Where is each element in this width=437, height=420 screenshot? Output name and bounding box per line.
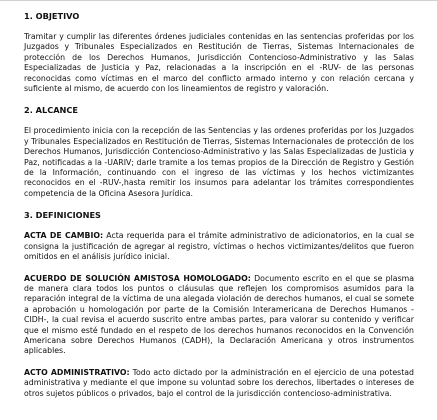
alcance-paragraph: El procedimiento inicia con la recepción de las Sentencias y las ordenes proferidas por los Juzgados y Tribunales Especializados en Restitución de Tierras, Sistemas Internacionales de protección de los Derechos Humanos, Jurisdicción Contencioso-Administrativo y las Salas Especializadas de Justicia y Paz, notificadas a la -UARIV; darle tramite a los temas propios de la Dirección de Registro y Gestión de la Información, continuando con el ingreso de las víctimas y los hechos victimizantes reconocidos en el -RUV-,hasta remitir los insumos para adelantar los trámites correspondientes competencia de la Oficina Asesora Jurídica. <box>24 126 414 198</box>
section-title-objetivo: 1. OBJETIVO <box>24 11 80 21</box>
definition-term: ACTA DE CAMBIO: <box>24 231 104 241</box>
definition-acto-administrativo <box>24 368 414 399</box>
page-top-border <box>0 0 437 1</box>
definition-term: ACUERDO DE SOLUCIÓN AMISTOSA HOMOLOGADO: <box>24 273 251 283</box>
section-title-alcance: 2. ALCANCE <box>24 105 79 116</box>
definition-text: Documento escrito en el que se plasma de manera clara todos los puntos o cláusulas que reflejen los compromisos asumidos para la reparación integral de la víctima de una alegada violación de derechos humanos, el cual se somete a aprobación u homologación por parte de la Comisión Interamericana de Derechos Humanos -CIDH-, la cual revisa el acuerdo suscrito entre ambas partes, para valorar su contenido y verificar que el mismo esté fundado en el respeto de los derechos humanos reconocidos en la Convención Americana sobre Derechos Humanos (CADH), la Declaración Americana y otros instrumentos aplicables. <box>24 273 415 356</box>
definition-text: Acta requerida para el trámite administrativo de adicionatorios, en la cual se consigna la justificación de agregar al registro, víctimas o hechos victimizantes/delitos que fueron omitidos en el análisis jurídico inicial. <box>24 231 415 262</box>
section-title-definiciones: 3. DEFINICIONES <box>24 210 101 221</box>
definition-term: ACTO ADMINISTRATIVO: <box>24 367 130 377</box>
definition-acta-de-cambio <box>24 231 414 262</box>
objetivo-paragraph: Tramitar y cumplir las diferentes órdenes judiciales contenidas en las sentencias proferidas por los Juzgados y Tribunales Especializados en Restitución de Tierras, Sistemas Internacionales de protección de los Derechos Humanos, Jurisdicción Contencioso-Administrativo y las Salas Especializadas de Justicia y Paz, relacionadas a la inscripción en el -RUV- de las personas reconocidas como víctimas en el marco del conflicto armado interno y con relación cercana y suficiente al mismo, de acuerdo con los lineamientos de registro y valoración. <box>24 32 414 94</box>
definition-text: Todo acto dictado por la administración en el ejercicio de una potestad administrativa y mediante el que impone su voluntad sobre los derechos, libertades o intereses de otros sujetos públicos o privados, bajo el control de la jurisdicción contencioso-administrativa. <box>24 367 414 398</box>
document-content <box>24 11 414 410</box>
definition-acuerdo-solucion-amistosa <box>24 274 414 357</box>
